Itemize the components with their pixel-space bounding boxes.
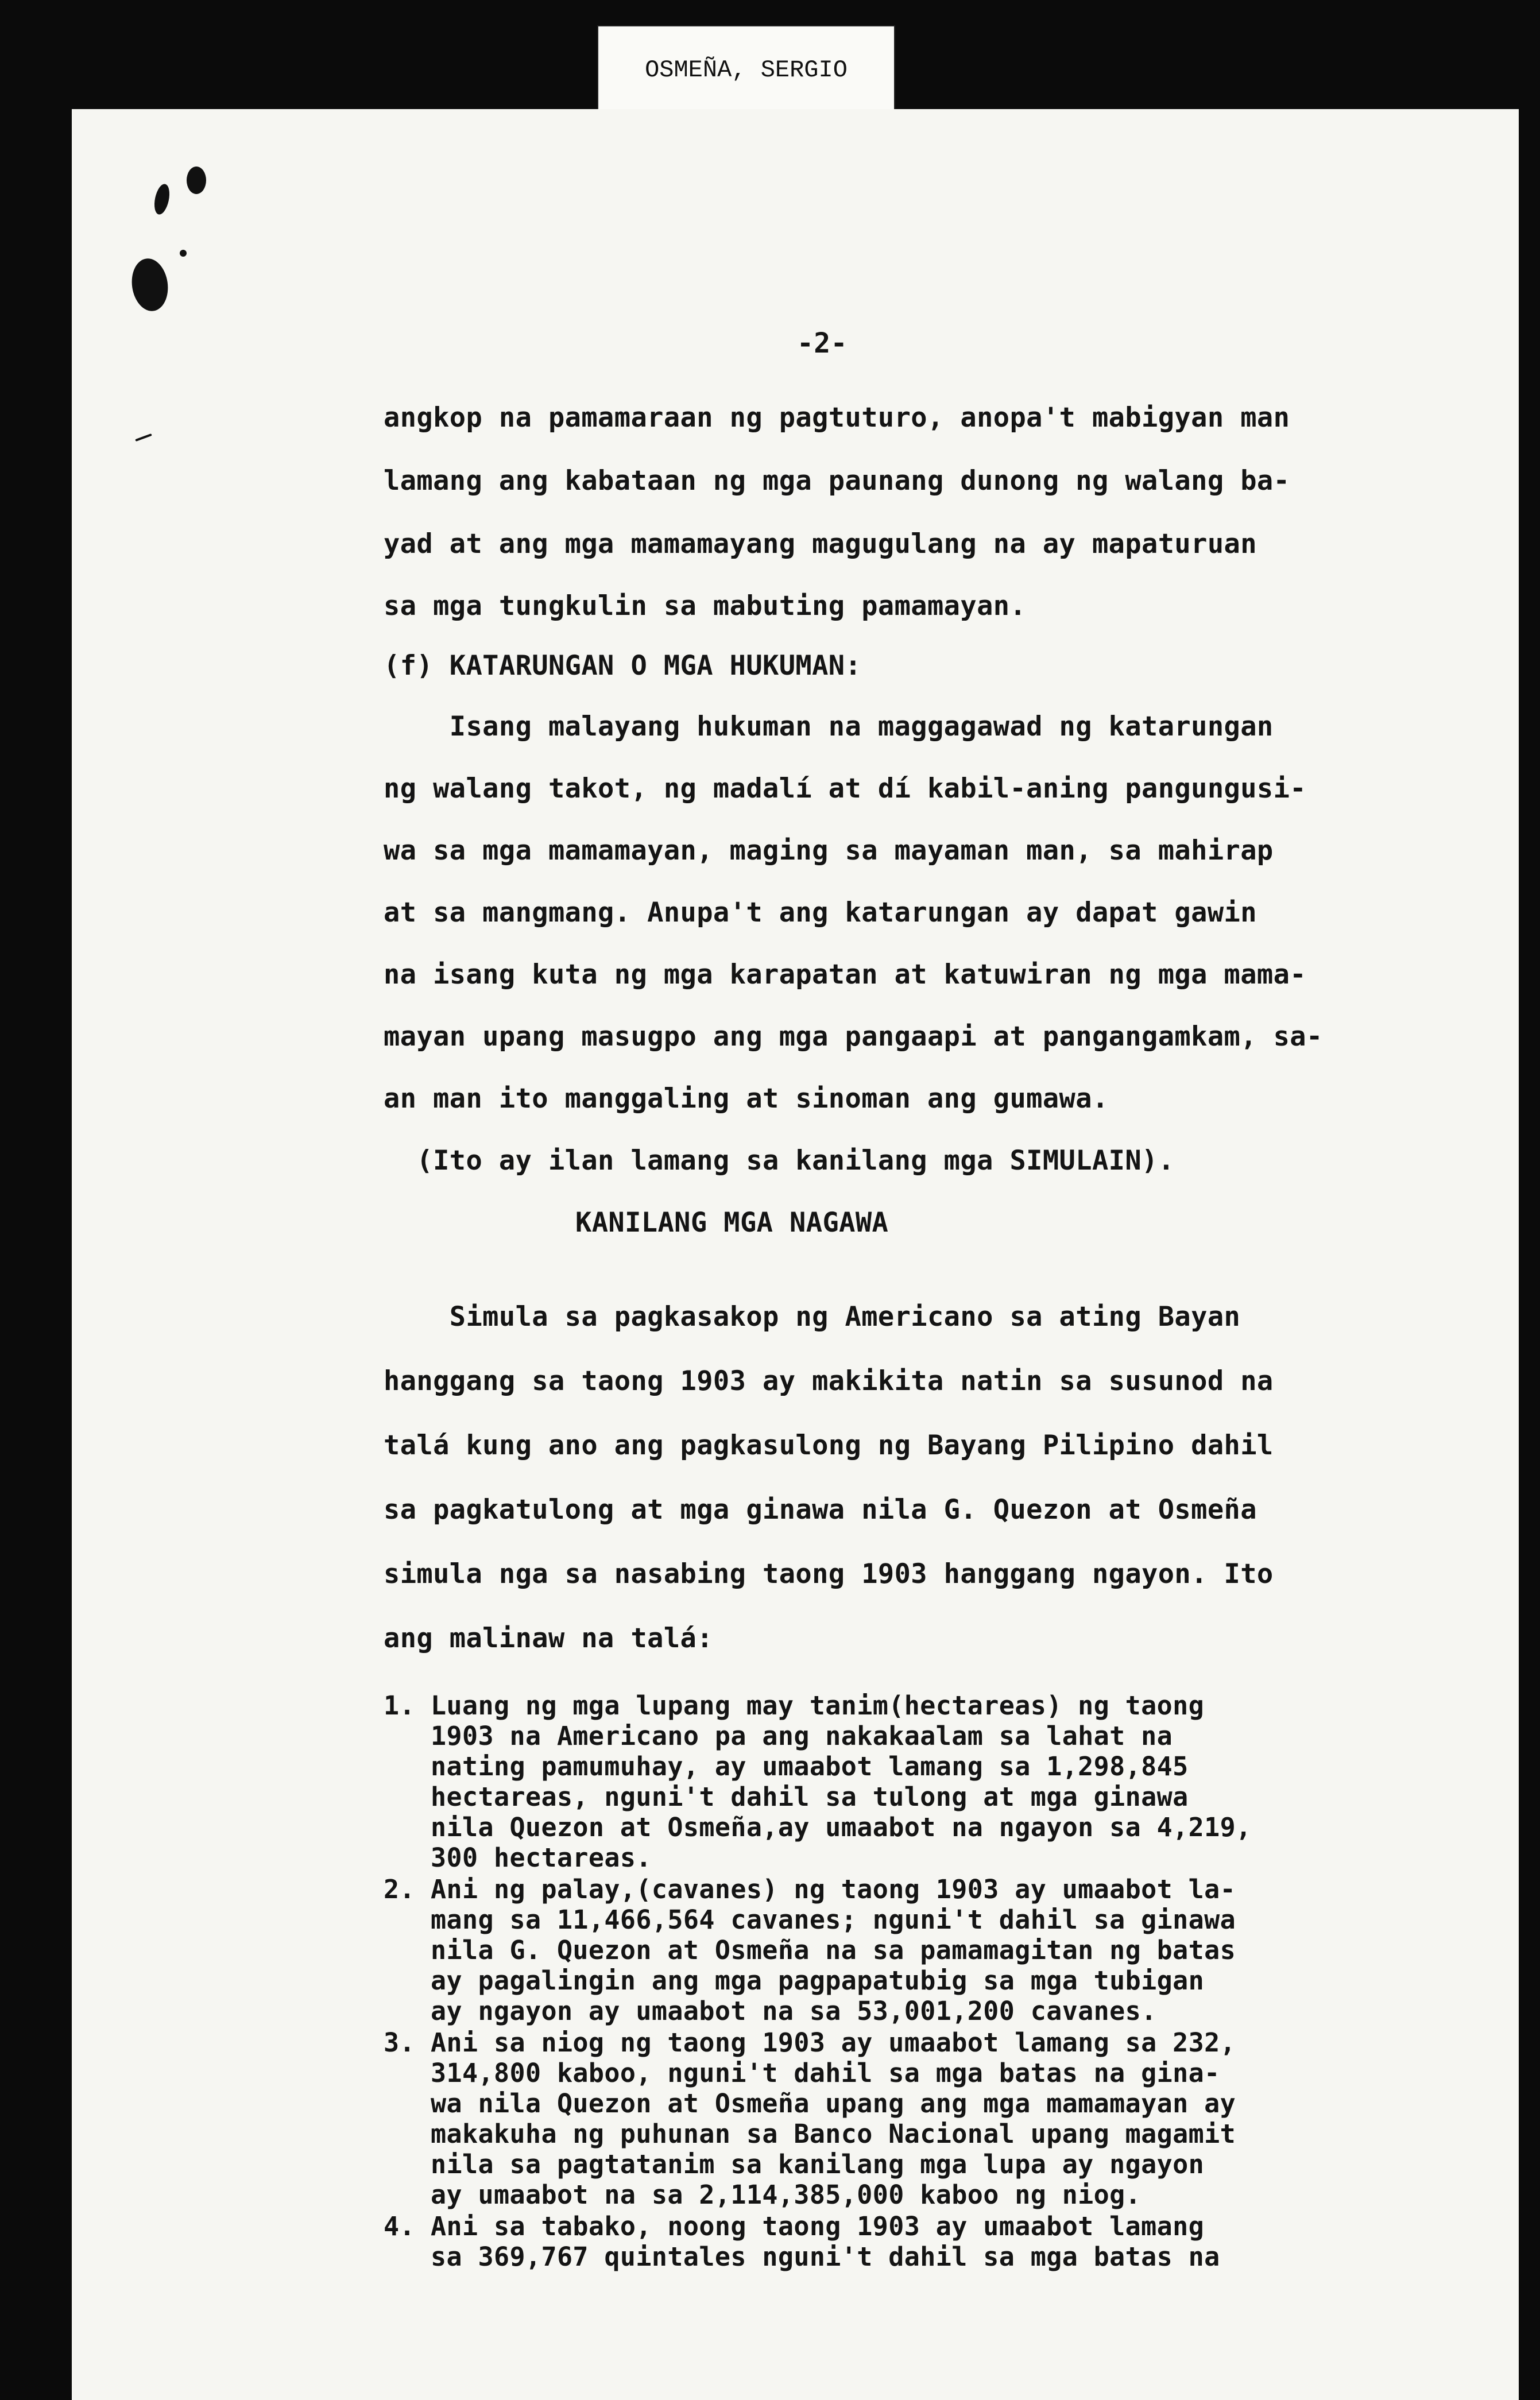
list-number: 4. [384,2211,415,2242]
paragraph-line: lamang ang kabataan ng mga paunang dunong ng walang ba- [384,465,1290,497]
page-number: -2- [797,327,848,359]
list-line: ay ngayon ay umaabot na sa 53,001,200 cavanes. [431,1996,1157,2026]
list-number: 3. [384,2027,415,2058]
list-line: Ani sa tabako, noong taong 1903 ay umaabot lamang [431,2211,1205,2242]
document-page [72,109,1519,2400]
paragraph-line: sa pagkatulong at mga ginawa nila G. Quezon at Osmeña [384,1494,1257,1526]
folder-label: OSMEÑA, SERGIO [597,25,895,115]
list-line: wa nila Quezon at Osmeña upang ang mga mamamayan ay [431,2088,1236,2119]
list-item [384,2211,1388,2272]
paragraph-line: ang malinaw na talá: [384,1623,713,1654]
paragraph-line: ng walang takot, ng madalí at dí kabil-aning pangungusi- [384,773,1306,804]
statistics-list [384,1690,1388,2273]
list-line: 300 hectareas. [431,1842,652,1873]
list-line: nila Quezon at Osmeña,ay umaabot na ngayon sa 4,219, [431,1812,1252,1842]
list-line: Luang ng mga lupang may tanim(hectareas) ng taong [431,1690,1205,1721]
list-line: mang sa 11,466,564 cavanes; nguni't dahil sa ginawa [431,1904,1236,1935]
section-heading: (f) KATARUNGAN O MGA HUKUMAN: [384,650,862,682]
paragraph-line: mayan upang masugpo ang mga pangaapi at pangangamkam, sa- [384,1021,1323,1052]
subtitle: KANILANG MGA NAGAWA [575,1207,889,1238]
paragraph-line: hanggang sa taong 1903 ay makikita natin sa susunod na [384,1365,1274,1397]
list-line: hectareas, nguni't dahil sa tulong at mga ginawa [431,1782,1189,1812]
list-line: makakuha ng puhunan sa Banco Nacional upang magamit [431,2119,1236,2149]
ink-blot [129,256,171,313]
paragraph-line: angkop na pamamaraan ng pagtuturo, anopa't mabigyan man [384,402,1290,433]
list-line: sa 369,767 quintales nguni't dahil sa mga batas na [431,2242,1220,2272]
paragraph-line: na isang kuta ng mga karapatan at katuwiran ng mga mama- [384,959,1306,990]
ink-blot [187,167,206,194]
note-line: (Ito ay ilan lamang sa kanilang mga SIMULAIN). [384,1145,1175,1176]
paragraph-line: Simula sa pagkasakop ng Americano sa ating Bayan [384,1301,1241,1333]
list-line: 314,800 kaboo, nguni't dahil sa mga batas na gina- [431,2058,1220,2088]
paragraph-line: sa mga tungkulin sa mabuting pamamayan. [384,590,1027,622]
list-item [384,2027,1388,2210]
list-line: nila sa pagtatanim sa kanilang mga lupa ay ngayon [431,2149,1205,2180]
list-item [384,1690,1388,1873]
list-item [384,1874,1388,2026]
paragraph-line: an man ito manggaling at sinoman ang gumawa. [384,1083,1109,1114]
list-line: nila G. Quezon at Osmeña na sa pamamagitan ng batas [431,1935,1236,1965]
list-line: nating pamumuhay, ay umaabot lamang sa 1,298,845 [431,1751,1189,1782]
paragraph-line: Isang malayang hukuman na maggagawad ng katarungan [384,711,1274,742]
ink-blot [180,250,187,257]
paragraph-line: talá kung ano ang pagkasulong ng Bayang Pilipino dahil [384,1430,1274,1461]
list-number: 2. [384,1874,415,1904]
paragraph-line: yad at ang mga mamamayang magugulang na ay mapaturuan [384,528,1257,560]
list-line: Ani sa niog ng taong 1903 ay umaabot lamang sa 232, [431,2027,1236,2058]
ink-blot [135,433,152,442]
paragraph-line: wa sa mga mamamayan, maging sa mayaman man, sa mahirap [384,835,1274,866]
list-line: Ani ng palay,(cavanes) ng taong 1903 ay umaabot la- [431,1874,1236,1904]
paragraph-line: at sa mangmang. Anupa't ang katarungan ay dapat gawin [384,897,1257,928]
list-line: ay pagalingin ang mga pagpapatubig sa mga tubigan [431,1965,1205,1996]
list-line: ay umaabot na sa 2,114,385,000 kaboo ng niog. [431,2180,1142,2210]
paragraph-line: simula nga sa nasabing taong 1903 hanggang ngayon. Ito [384,1558,1274,1590]
list-number: 1. [384,1690,415,1721]
ink-blot [152,183,172,216]
list-line: 1903 na Americano pa ang nakakaalam sa lahat na [431,1721,1173,1751]
